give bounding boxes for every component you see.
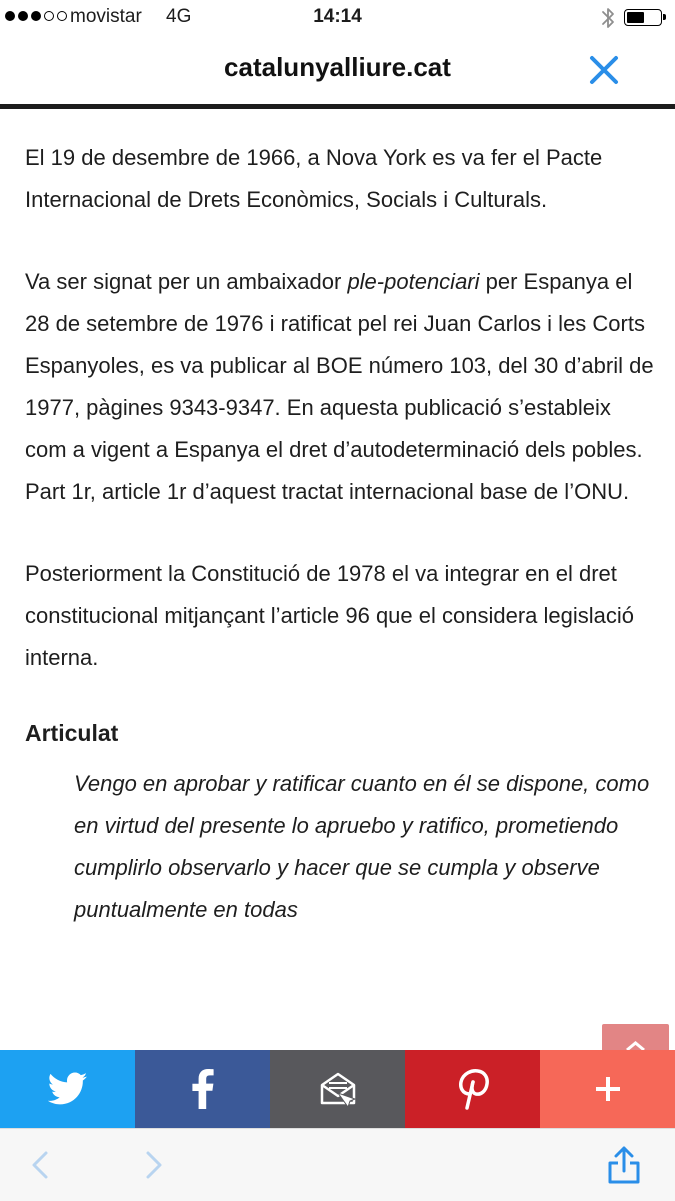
back-icon[interactable] [28, 1149, 52, 1181]
article-paragraph-3: Posteriorment la Constitució de 1978 el va integrar en el dret constitucional mitjançant l’article 96 que el considera legislació interna. [25, 561, 634, 670]
email-icon [318, 1069, 358, 1109]
share-bar [0, 1050, 675, 1128]
p2-emphasis: ple-potenciari [347, 269, 480, 294]
article-paragraph-1: El 19 de desembre de 1966, a Nova York es va fer el Pacte Internacional de Drets Econòmics, Socials i Culturals. [25, 145, 603, 212]
carrier-name: movistar [70, 6, 142, 27]
more-share-button[interactable] [540, 1050, 675, 1128]
p2-text-end: per Espanya el 28 de setembre de 1976 i ratificat pel rei Juan Carlos i les Corts Espanyoles, es va publicar al BOE número 103, del 30 d’abril de 1977, pàgines 9343-9347. En aquesta publicació s’estableix com a vigent a Espanya el dret d’autodeterminació dels pobles. Part 1r, article 1r d’aquest tractat internacional base de l’ONU. [25, 269, 654, 504]
back-to-top-button[interactable] [602, 1024, 669, 1052]
pinterest-icon [457, 1068, 489, 1110]
browser-toolbar [0, 1128, 675, 1201]
status-time: 14:14 [313, 6, 362, 27]
facebook-icon [192, 1069, 214, 1109]
share-icon[interactable] [606, 1145, 642, 1185]
article-body [25, 137, 655, 931]
p2-text-start: Va ser signat per un ambaixador [25, 269, 348, 294]
pinterest-share-button[interactable] [405, 1050, 540, 1128]
plus-icon [594, 1075, 622, 1103]
forward-icon[interactable] [142, 1149, 166, 1181]
twitter-icon [48, 1072, 88, 1106]
close-icon[interactable] [584, 50, 624, 90]
chevron-up-icon [602, 1024, 669, 1052]
page-header [0, 36, 675, 109]
email-share-button[interactable] [270, 1050, 405, 1128]
network-type: 4G [166, 6, 192, 27]
status-bar [0, 0, 675, 36]
battery-icon [624, 9, 662, 26]
twitter-share-button[interactable] [0, 1050, 135, 1128]
bluetooth-icon [600, 5, 616, 31]
facebook-share-button[interactable] [135, 1050, 270, 1128]
site-title: catalunyalliure.cat [224, 52, 451, 82]
article-quote: Vengo en aprobar y ratificar cuanto en él se dispone, como en virtud del presente lo apruebo y ratifico, prometiendo cumplirlo observarlo y hacer que se cumpla y observe puntualmente en todas [74, 771, 650, 922]
battery-level [627, 12, 644, 23]
section-heading: Articulat [25, 720, 119, 746]
article-paragraph-2 [25, 261, 655, 513]
battery-tip [663, 14, 666, 20]
